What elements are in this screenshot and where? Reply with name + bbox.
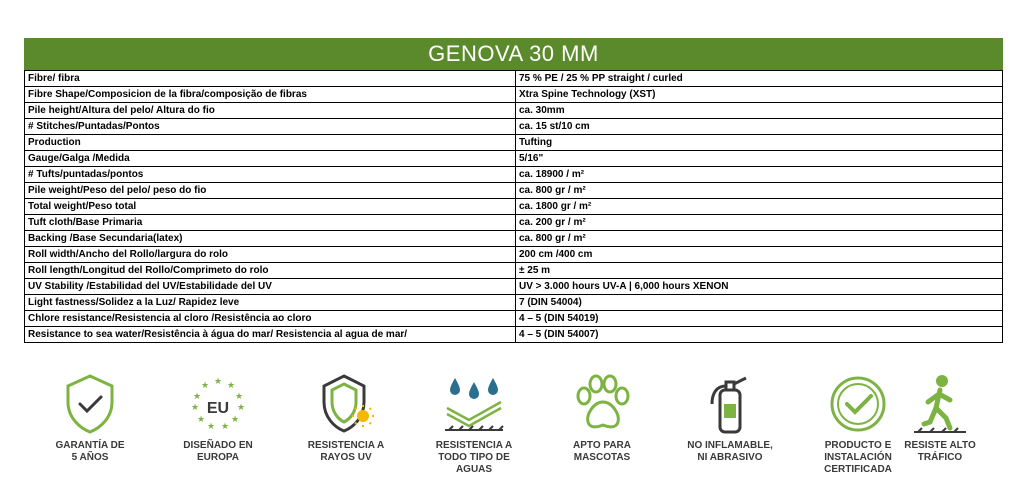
spec-property: Roll width/Ancho del Rollo/largura do rolo	[25, 247, 516, 263]
spec-value: 200 cm /400 cm	[516, 247, 1003, 263]
water-drops-icon	[439, 372, 509, 436]
paw-icon	[572, 372, 632, 436]
feature-warranty	[30, 372, 150, 464]
spec-row	[25, 87, 1003, 103]
spec-property: Gauge/Galga /Medida	[25, 151, 516, 167]
spec-property: UV Stability /Estabilidad del UV/Estabilidade del UV	[25, 279, 516, 295]
feature-label: PRODUCTO E INSTALACIÓN CERTIFICADA	[824, 440, 892, 475]
spec-value: ± 25 m	[516, 263, 1003, 279]
spec-row	[25, 183, 1003, 199]
feature-uv	[286, 372, 406, 464]
spec-property: Pile height/Altura del pelo/ Altura do fio	[25, 103, 516, 119]
spec-value: 4 – 5 (DIN 54007)	[516, 327, 1003, 343]
svg-text:★: ★	[206, 421, 216, 431]
spec-value: Xtra Spine Technology (XST)	[516, 87, 1003, 103]
spec-row	[25, 295, 1003, 311]
spec-value: 7 (DIN 54004)	[516, 295, 1003, 311]
spec-row	[25, 311, 1003, 327]
spec-row	[25, 167, 1003, 183]
svg-text:★: ★	[236, 402, 246, 412]
spec-row	[25, 135, 1003, 151]
product-title: GENOVA 30 MM	[24, 38, 1003, 70]
spec-property: Tuft cloth/Base Primaria	[25, 215, 516, 231]
spec-row	[25, 215, 1003, 231]
svg-text:★: ★	[213, 376, 223, 386]
spec-property: Production	[25, 135, 516, 151]
svg-text:★: ★	[234, 391, 244, 401]
svg-text:★: ★	[200, 380, 210, 390]
spec-property: Light fastness/Solidez a la Luz/ Rapidez leve	[25, 295, 516, 311]
spec-property: Resistance to sea water/Resistência à água do mar/ Resistencia al agua de mar/	[25, 327, 516, 343]
feature-label: GARANTÍA DE 5 AÑOS	[55, 440, 125, 463]
spec-value: ca. 15 st/10 cm	[516, 119, 1003, 135]
feature-pets	[542, 372, 662, 464]
spec-value: 5/16"	[516, 151, 1003, 167]
svg-text:★: ★	[190, 402, 200, 412]
spec-property: Pile weight/Peso del pelo/ peso do fio	[25, 183, 516, 199]
spec-row	[25, 279, 1003, 295]
spec-property: # Stitches/Puntadas/Pontos	[25, 119, 516, 135]
uv-shield-sun-icon	[316, 372, 376, 436]
walking-person-icon	[910, 372, 970, 436]
spec-row	[25, 119, 1003, 135]
spec-property: Backing /Base Secundaria(latex)	[25, 231, 516, 247]
feature-fire	[670, 372, 790, 464]
feature-label: RESISTENCIA A RAYOS UV	[307, 440, 385, 463]
svg-text:★: ★	[196, 414, 206, 424]
svg-text:★: ★	[192, 391, 202, 401]
feature-water	[414, 372, 534, 476]
spec-value: Tufting	[516, 135, 1003, 151]
spec-table	[24, 70, 1003, 343]
spec-value: ca. 18900 / m²	[516, 167, 1003, 183]
svg-text:EU: EU	[206, 400, 230, 417]
spec-value: ca. 1800 gr / m²	[516, 199, 1003, 215]
spec-property: Fibre Shape/Composicion de la fibra/composição de fibras	[25, 87, 516, 103]
spec-value: ca. 30mm	[516, 103, 1003, 119]
svg-text:★: ★	[230, 414, 240, 424]
spec-row	[25, 103, 1003, 119]
feature-traffic	[880, 372, 1000, 464]
spec-row	[25, 151, 1003, 167]
spec-sheet	[24, 38, 1003, 343]
svg-text:★: ★	[220, 421, 230, 431]
feature-label: NO INFLAMABLE, NI ABRASIVO	[687, 440, 773, 463]
spec-property: Total weight/Peso total	[25, 199, 516, 215]
spec-property: # Tufts/puntadas/pontos	[25, 167, 516, 183]
feature-label: RESISTENCIA A TODO TIPO DE AGUAS	[435, 440, 513, 475]
feature-icons	[30, 372, 1000, 492]
spec-value: ca. 800 gr / m²	[516, 183, 1003, 199]
fire-extinguisher-icon	[700, 372, 760, 436]
feature-label: DISEÑADO EN EUROPA	[183, 440, 253, 463]
spec-row	[25, 327, 1003, 343]
spec-value: ca. 200 gr / m²	[516, 215, 1003, 231]
certified-check-icon	[828, 372, 888, 436]
spec-value: 75 % PE / 25 % PP straight / curled	[516, 71, 1003, 87]
feature-label: APTO PARA MASCOTAS	[573, 440, 631, 463]
svg-text:★: ★	[226, 380, 236, 390]
spec-row	[25, 231, 1003, 247]
spec-value: 4 – 5 (DIN 54019)	[516, 311, 1003, 327]
spec-property: Roll length/Longitud del Rollo/Comprimeto do rolo	[25, 263, 516, 279]
shield-check-icon	[60, 372, 120, 436]
spec-value: ca. 800 gr / m²	[516, 231, 1003, 247]
spec-row	[25, 199, 1003, 215]
spec-value: UV > 3.000 hours UV-A | 6,000 hours XENON	[516, 279, 1003, 295]
spec-property: Chlore resistance/Resistencia al cloro /Resistência ao cloro	[25, 311, 516, 327]
eu-stars-icon	[188, 372, 248, 436]
spec-row	[25, 71, 1003, 87]
feature-europe	[158, 372, 278, 464]
spec-row	[25, 263, 1003, 279]
feature-label: RESISTE ALTO TRÁFICO	[904, 440, 976, 463]
spec-row	[25, 247, 1003, 263]
spec-property: Fibre/ fibra	[25, 71, 516, 87]
